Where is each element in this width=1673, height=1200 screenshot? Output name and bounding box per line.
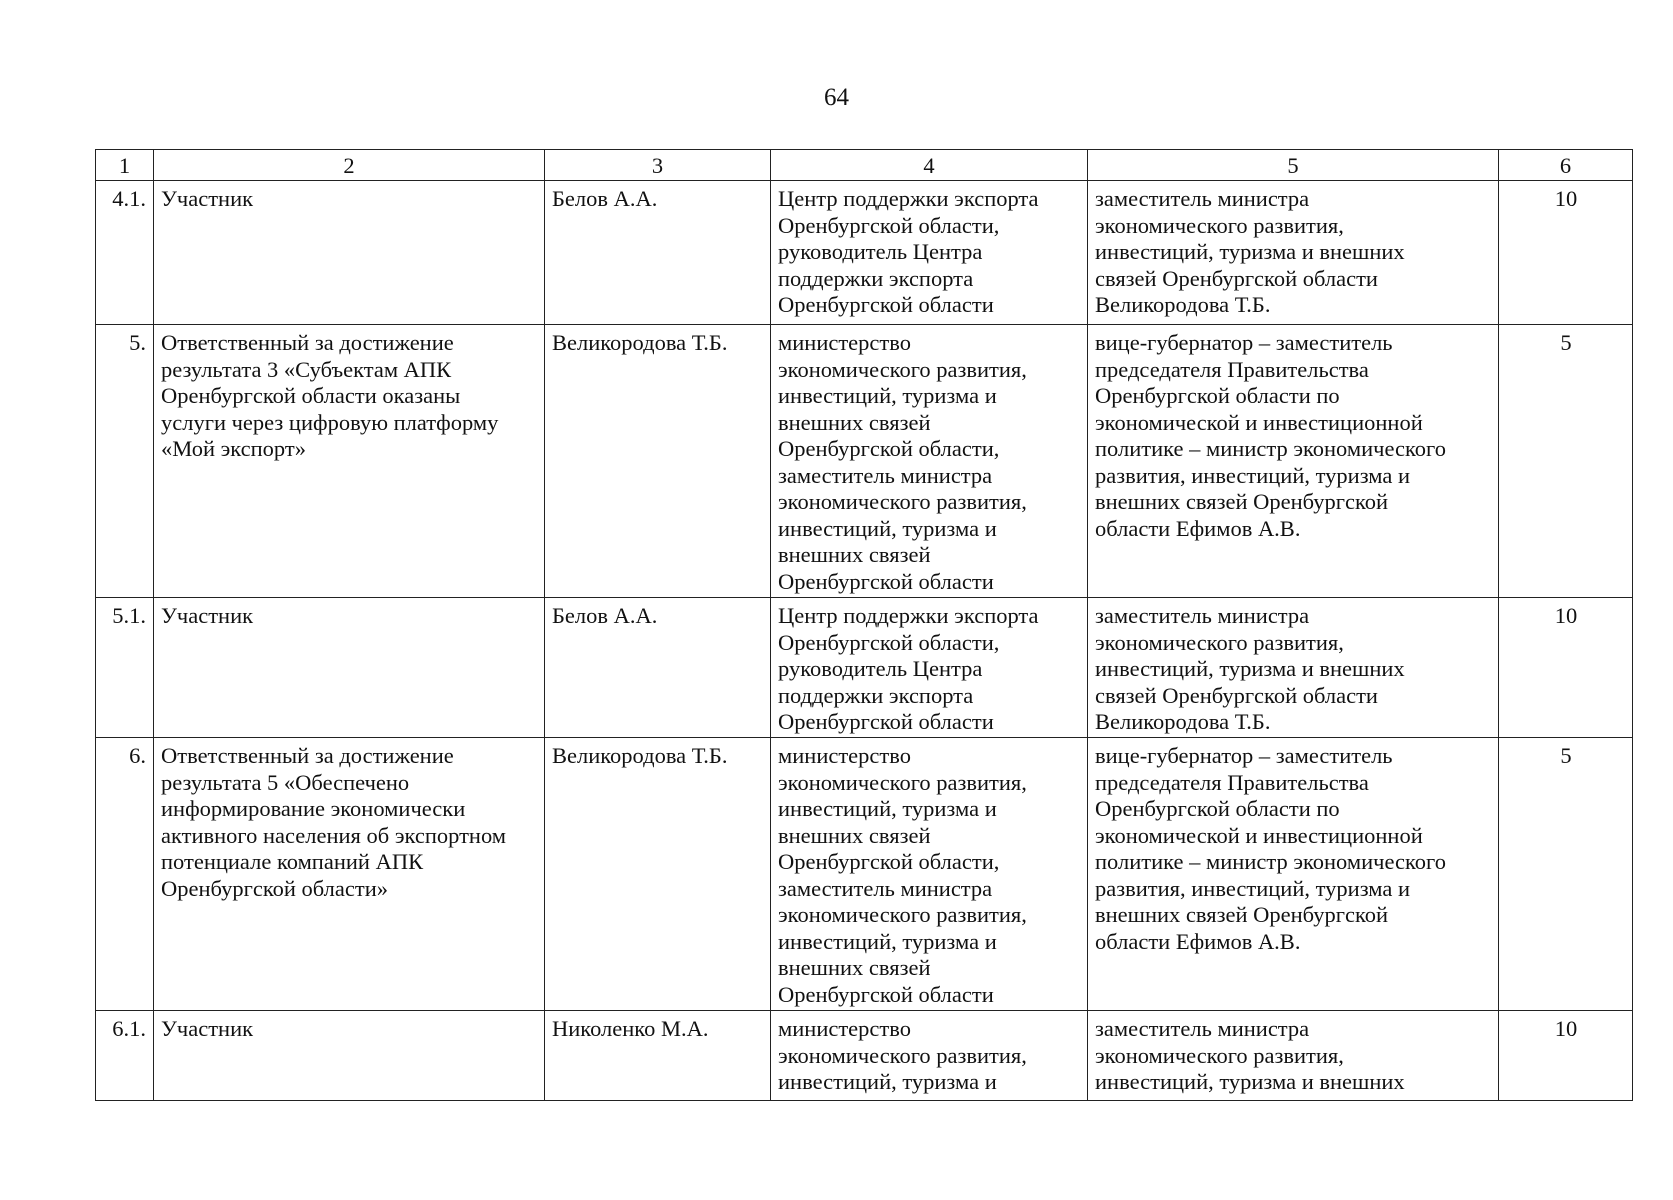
role-cell	[154, 598, 545, 738]
column-header: 4	[771, 150, 1088, 181]
position-cell	[771, 598, 1088, 738]
value-cell: 5	[1499, 325, 1633, 598]
position-text: Центр поддержки экспорта Оренбургской области, руководитель Центра поддержки экспорта Оренбургской области	[778, 186, 1039, 317]
row-number: 6.1.	[96, 1011, 154, 1101]
name-cell: Великородова Т.Б.	[545, 325, 771, 598]
role-text: Участник	[161, 186, 254, 211]
name-cell: Белов А.А.	[545, 181, 771, 325]
table-row	[96, 325, 1633, 598]
responsibility-table	[95, 149, 1633, 1101]
position-cell	[771, 738, 1088, 1011]
supervisor-cell	[1088, 325, 1499, 598]
row-number: 6.	[96, 738, 154, 1011]
table-row	[96, 1011, 1633, 1101]
supervisor-cell	[1088, 1011, 1499, 1101]
position-cell	[771, 1011, 1088, 1101]
column-header: 6	[1499, 150, 1633, 181]
value-cell: 10	[1499, 181, 1633, 325]
role-cell	[154, 1011, 545, 1101]
supervisor-cell	[1088, 598, 1499, 738]
page-number: 64	[824, 84, 849, 111]
table-row	[96, 181, 1633, 325]
name-cell: Николенко М.А.	[545, 1011, 771, 1101]
table-header-row	[96, 150, 1633, 181]
supervisor-text: вице-губернатор – заместитель председателя Правительства Оренбургской области по экономической и инвестиционной политике – министр экономического развития, инвестиций, туризма и внешних связей Оренбургской области Ефимов А.В.	[1095, 743, 1446, 954]
position-text: министерство экономического развития, инвестиций, туризма и внешних связей Оренбургской области, заместитель министра экономического развития, инвестиций, туризма и внешних связей Оренбургской области	[778, 330, 1027, 594]
role-cell	[154, 181, 545, 325]
value-cell: 10	[1499, 598, 1633, 738]
column-header: 2	[154, 150, 545, 181]
supervisor-text: заместитель министра экономического развития, инвестиций, туризма и внешних связей Оренбургской области Великородова Т.Б.	[1095, 186, 1405, 317]
role-cell	[154, 325, 545, 598]
role-text: Ответственный за достижение результата 5 «Обеспечено информирование экономически активного населения об экспортном потенциале компаний АПК Оренбургской области»	[161, 743, 507, 901]
role-text: Ответственный за достижение результата 3 «Субъектам АПК Оренбургской области оказаны услуги через цифровую платформу «Мой экспорт»	[161, 330, 499, 461]
supervisor-text: вице-губернатор – заместитель председателя Правительства Оренбургской области по экономической и инвестиционной политике – министр экономического развития, инвестиций, туризма и внешних связей Оренбургской области Ефимов А.В.	[1095, 330, 1446, 541]
row-number: 5.1.	[96, 598, 154, 738]
value-cell: 5	[1499, 738, 1633, 1011]
supervisor-text: заместитель министра экономического развития, инвестиций, туризма и внешних	[1095, 1016, 1405, 1094]
value-cell: 10	[1499, 1011, 1633, 1101]
row-number: 4.1.	[96, 181, 154, 325]
row-number: 5.	[96, 325, 154, 598]
role-cell	[154, 738, 545, 1011]
role-text: Участник	[161, 1016, 254, 1041]
position-cell	[771, 325, 1088, 598]
column-header: 5	[1088, 150, 1499, 181]
supervisor-text: заместитель министра экономического развития, инвестиций, туризма и внешних связей Оренбургской области Великородова Т.Б.	[1095, 603, 1405, 734]
column-header: 3	[545, 150, 771, 181]
name-cell: Белов А.А.	[545, 598, 771, 738]
name-cell: Великородова Т.Б.	[545, 738, 771, 1011]
position-text: министерство экономического развития, инвестиций, туризма и внешних связей Оренбургской области, заместитель министра экономического развития, инвестиций, туризма и внешних связей Оренбургской области	[778, 743, 1027, 1007]
position-text: Центр поддержки экспорта Оренбургской области, руководитель Центра поддержки экспорта Оренбургской области	[778, 603, 1039, 734]
supervisor-cell	[1088, 738, 1499, 1011]
table-row	[96, 738, 1633, 1011]
role-text: Участник	[161, 603, 254, 628]
position-text: министерство экономического развития, инвестиций, туризма и	[778, 1016, 1027, 1094]
supervisor-cell	[1088, 181, 1499, 325]
column-header: 1	[96, 150, 154, 181]
position-cell	[771, 181, 1088, 325]
table-row	[96, 598, 1633, 738]
